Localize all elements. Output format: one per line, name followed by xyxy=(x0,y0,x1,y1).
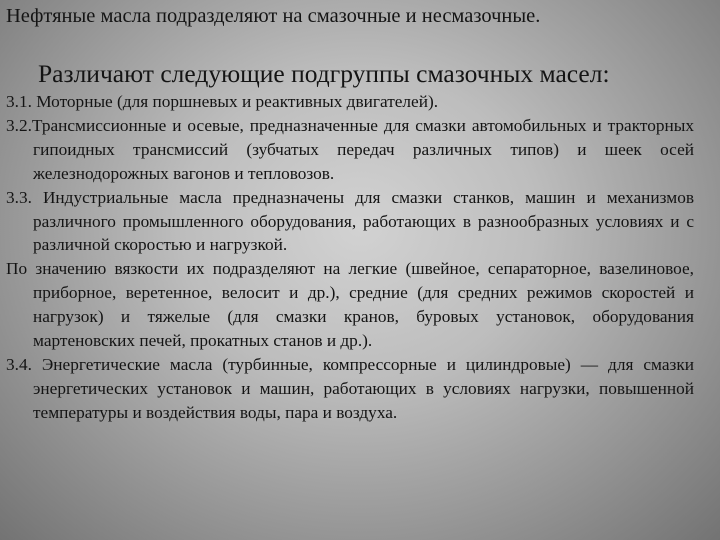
list-item-energy-oils: 3.4. Энергетические масла (турбинные, компрессорные и цилиндровые) — для смазки энергетических установок и машин, работающих в условиях нагрузки, повышенной температуры и воздействия воды, пара и воздуха. xyxy=(6,354,694,422)
list-item-transmission-oils: 3.2.Трансмиссионные и осевые, предназначенные для смазки автомобильных и тракторных гипоидных трансмиссий (зубчатых передач различных типов) и шеек осей железнодорожных вагонов и тепловозов. xyxy=(6,115,694,183)
list-item-industrial-oils: 3.3. Индустриальные масла предназначены для смазки станков, машин и механизмов различного промышленного оборудования, работающих в разнообразных условиях и с различной скоростью и нагрузкой. xyxy=(6,187,694,255)
slide-subheading: Различают следующие подгруппы смазочных масел: xyxy=(38,59,610,88)
list-item-viscosity-classes: По значению вязкости их подразделяют на легкие (швейное, сепараторное, вазелиновое, приборное, веретенное, велосит и др.), средние (для средних режимов скоростей и нагрузок) и тяжелые (для смазки кранов, буровых установок, оборудования мартеновских печей, прокатных станов и др.). xyxy=(6,259,694,351)
slide-heading: Нефтяные масла подразделяют на смазочные и несмазочные. xyxy=(6,5,541,27)
slide-body xyxy=(6,90,694,425)
list-item-motor-oils: 3.1. Моторные (для поршневых и реактивных двигателей). xyxy=(6,92,439,111)
